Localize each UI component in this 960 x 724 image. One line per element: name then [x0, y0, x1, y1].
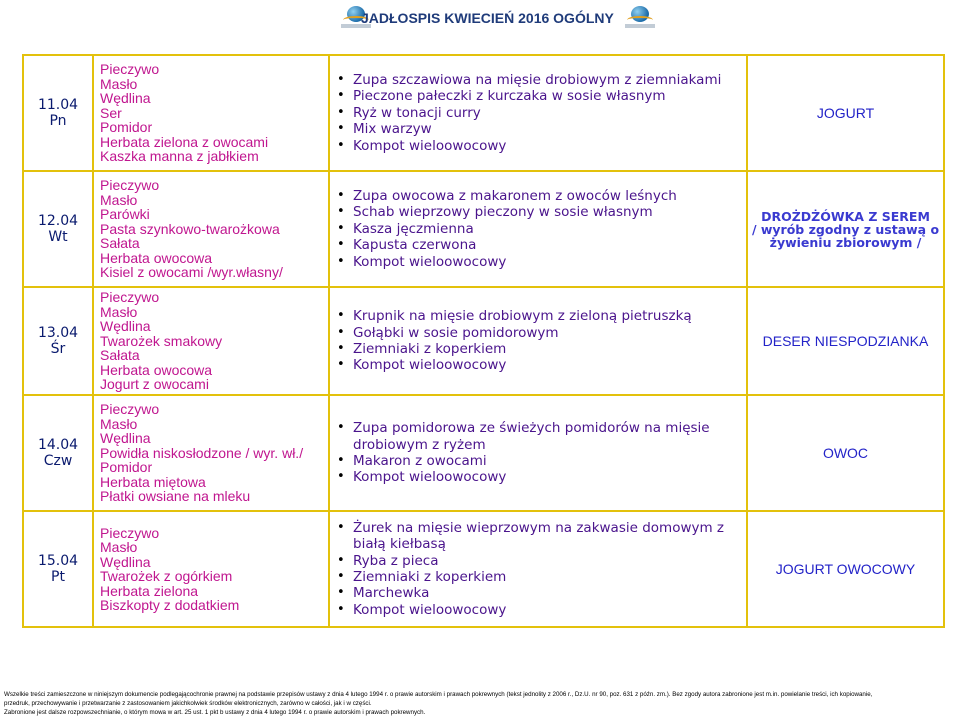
lunch-item: • Kasza jęczmienna: [348, 221, 746, 237]
lunch-list: [336, 188, 746, 270]
breakfast-item: Masło: [100, 415, 138, 432]
lunch-cell: [329, 55, 747, 171]
day-cell: [23, 171, 93, 287]
breakfast-item: Herbata miętowa: [100, 473, 206, 490]
breakfast-item: Masło: [100, 75, 138, 92]
breakfast-cell: [93, 171, 329, 287]
snack-item: DESER NIESPODZIANKA: [762, 333, 929, 349]
menu-table: [22, 54, 945, 628]
snack-cell: [747, 287, 944, 395]
snack-cell: [747, 55, 944, 171]
day-date: 13.04: [37, 325, 79, 341]
snack-item: OWOC: [822, 445, 869, 461]
breakfast-item: Wędlina: [100, 90, 151, 107]
breakfast-item: Wędlina: [100, 430, 151, 447]
breakfast-item: Pomidor: [100, 119, 153, 136]
lunch-item: • Ryba z pieca: [348, 553, 746, 569]
breakfast-item: Pomidor: [100, 459, 153, 476]
breakfast-item: Kaszka manna z jabłkiem: [100, 148, 259, 165]
lunch-list: [336, 420, 746, 486]
lunch-cell: [329, 511, 747, 627]
day-date: 11.04: [37, 97, 79, 113]
breakfast-item: Jogurt z owocami: [100, 376, 209, 393]
lunch-list: [336, 308, 746, 374]
lunch-item: • Kompot wieloowocowy: [348, 469, 746, 485]
day-date: 14.04: [37, 437, 79, 453]
lunch-cell: [329, 171, 747, 287]
snack-item: JOGURT OWOCOWY: [775, 561, 916, 577]
breakfast-item: Masło: [100, 191, 138, 208]
copyright-footer: [4, 690, 959, 717]
breakfast-item: Herbata zielona z owocami: [100, 133, 269, 150]
lunch-item: • Ryż w tonacji curry: [348, 105, 746, 121]
breakfast-item: Pieczywo: [100, 524, 160, 541]
day-name: Czw: [43, 453, 73, 469]
lunch-item: • Krupnik na mięsie drobiowym z zieloną pietruszką: [348, 308, 746, 324]
breakfast-item: Powidła niskosłodzone / wyr. wł./: [100, 444, 304, 461]
breakfast-item: Pieczywo: [100, 177, 160, 194]
page-header: [0, 0, 960, 40]
breakfast-item: Masło: [100, 303, 138, 320]
school-logo-icon: [625, 6, 655, 30]
lunch-cell: [329, 395, 747, 511]
lunch-item: • Zupa pomidorowa ze świeżych pomidorów na mięsie drobiowym z ryżem: [348, 420, 746, 453]
lunch-item: • Mix warzyw: [348, 121, 746, 137]
day-date: 12.04: [37, 213, 79, 229]
breakfast-cell: [93, 55, 329, 171]
breakfast-item: Parówki: [100, 206, 150, 223]
lunch-item: • Kompot wieloowocowy: [348, 602, 746, 618]
menu-row: [23, 171, 944, 287]
menu-row: [23, 511, 944, 627]
breakfast-item: Twarożek z ogórkiem: [100, 568, 233, 584]
breakfast-item: Kisiel z owocami /wyr.własny/: [100, 264, 283, 281]
snack-cell: [747, 511, 944, 627]
snack-item: / wyrób zgodny z ustawą o: [751, 221, 940, 237]
breakfast-item: Sałata: [100, 235, 140, 252]
breakfast-item: Twarożek smakowy: [100, 332, 223, 349]
lunch-item: • Kompot wieloowocowy: [348, 138, 746, 154]
day-name: Wt: [48, 229, 68, 245]
breakfast-cell: [93, 287, 329, 395]
lunch-list: [336, 520, 746, 618]
footer-line: Zabronione jest dalsze rozpowszechnianie, o którym mowa w art. 25 ust. 1 pkt b ustawy z dnia 4 lutego 1994 r. o prawie autorskim i prawach pokrewnych.: [4, 709, 426, 716]
breakfast-item: Płatki owsiane na mleku: [100, 488, 251, 505]
lunch-item: • Marchewka: [348, 585, 746, 601]
menu-row: [23, 395, 944, 511]
footer-line: przedruk, przechowywanie i przetwarzanie z zastosowaniem jakichkolwiek środków elektronicznych, zarówno w całości, jak i w części.: [4, 700, 372, 707]
menu-row: [23, 55, 944, 171]
lunch-item: • Kompot wieloowocowy: [348, 254, 746, 270]
footer-line: Wszelkie treści zamieszczone w niniejszym dokumencie podlegającochronie prawnej na podstawie przepisów ustawy z dnia 4 lutego 1994 r. o prawie autorskim i prawach pokrewnych (tekst jednolity z 2006 r., Dz.U. nr 90, poz. 631 z późn. zm.). Bez zgody autora zabronione jest m.in. powielanie treści, ich kopiowanie,: [4, 691, 873, 698]
breakfast-item: Wędlina: [100, 318, 151, 335]
breakfast-item: Masło: [100, 539, 138, 555]
breakfast-cell: [93, 511, 329, 627]
day-name: Śr: [50, 341, 66, 357]
lunch-item: • Zupa szczawiowa na mięsie drobiowym z ziemniakami: [348, 72, 746, 88]
breakfast-item: Biszkopty z dodatkiem: [100, 597, 240, 613]
snack-cell: [747, 171, 944, 287]
breakfast-item: Herbata owocowa: [100, 361, 213, 378]
day-cell: [23, 511, 93, 627]
breakfast-item: Pieczywo: [100, 401, 160, 418]
breakfast-item: Sałata: [100, 347, 140, 364]
lunch-item: • Pieczone pałeczki z kurczaka w sosie własnym: [348, 88, 746, 104]
lunch-item: • Gołąbki w sosie pomidorowym: [348, 325, 746, 341]
day-cell: [23, 395, 93, 511]
breakfast-item: Herbata zielona: [100, 582, 199, 599]
snack-item: DROŻDŻÓWKA Z SEREM: [761, 208, 930, 224]
lunch-item: • Kompot wieloowocowy: [348, 357, 746, 373]
day-cell: [23, 287, 93, 395]
day-date: 15.04: [37, 553, 79, 569]
breakfast-cell: [93, 395, 329, 511]
breakfast-item: Ser: [100, 104, 122, 121]
lunch-item: • Ziemniaki z koperkiem: [348, 341, 746, 357]
lunch-item: • Ziemniaki z koperkiem: [348, 569, 746, 585]
breakfast-item: Pieczywo: [100, 289, 160, 306]
lunch-item: • Schab wieprzowy pieczony w sosie własnym: [348, 204, 746, 220]
snack-cell: [747, 395, 944, 511]
breakfast-item: Herbata owocowa: [100, 249, 213, 266]
lunch-list: [336, 72, 746, 154]
breakfast-item: Pieczywo: [100, 61, 160, 78]
lunch-cell: [329, 287, 747, 395]
day-cell: [23, 55, 93, 171]
breakfast-item: Pasta szynkowo-twarożkowa: [100, 220, 280, 237]
day-name: Pn: [49, 113, 67, 129]
lunch-item: • Żurek na mięsie wieprzowym na zakwasie domowym z białą kiełbasą: [348, 520, 746, 553]
snack-item: żywieniu zbiorowym /: [769, 234, 922, 250]
lunch-item: • Makaron z owocami: [348, 453, 746, 469]
menu-row: [23, 287, 944, 395]
day-name: Pt: [51, 569, 65, 585]
page-title: JADŁOSPIS KWIECIEŃ 2016 OGÓLNY: [361, 10, 614, 26]
lunch-item: • Zupa owocowa z makaronem z owoców leśnych: [348, 188, 746, 204]
breakfast-item: Wędlina: [100, 553, 151, 570]
lunch-item: • Kapusta czerwona: [348, 237, 746, 253]
snack-item: JOGURT: [816, 105, 875, 121]
